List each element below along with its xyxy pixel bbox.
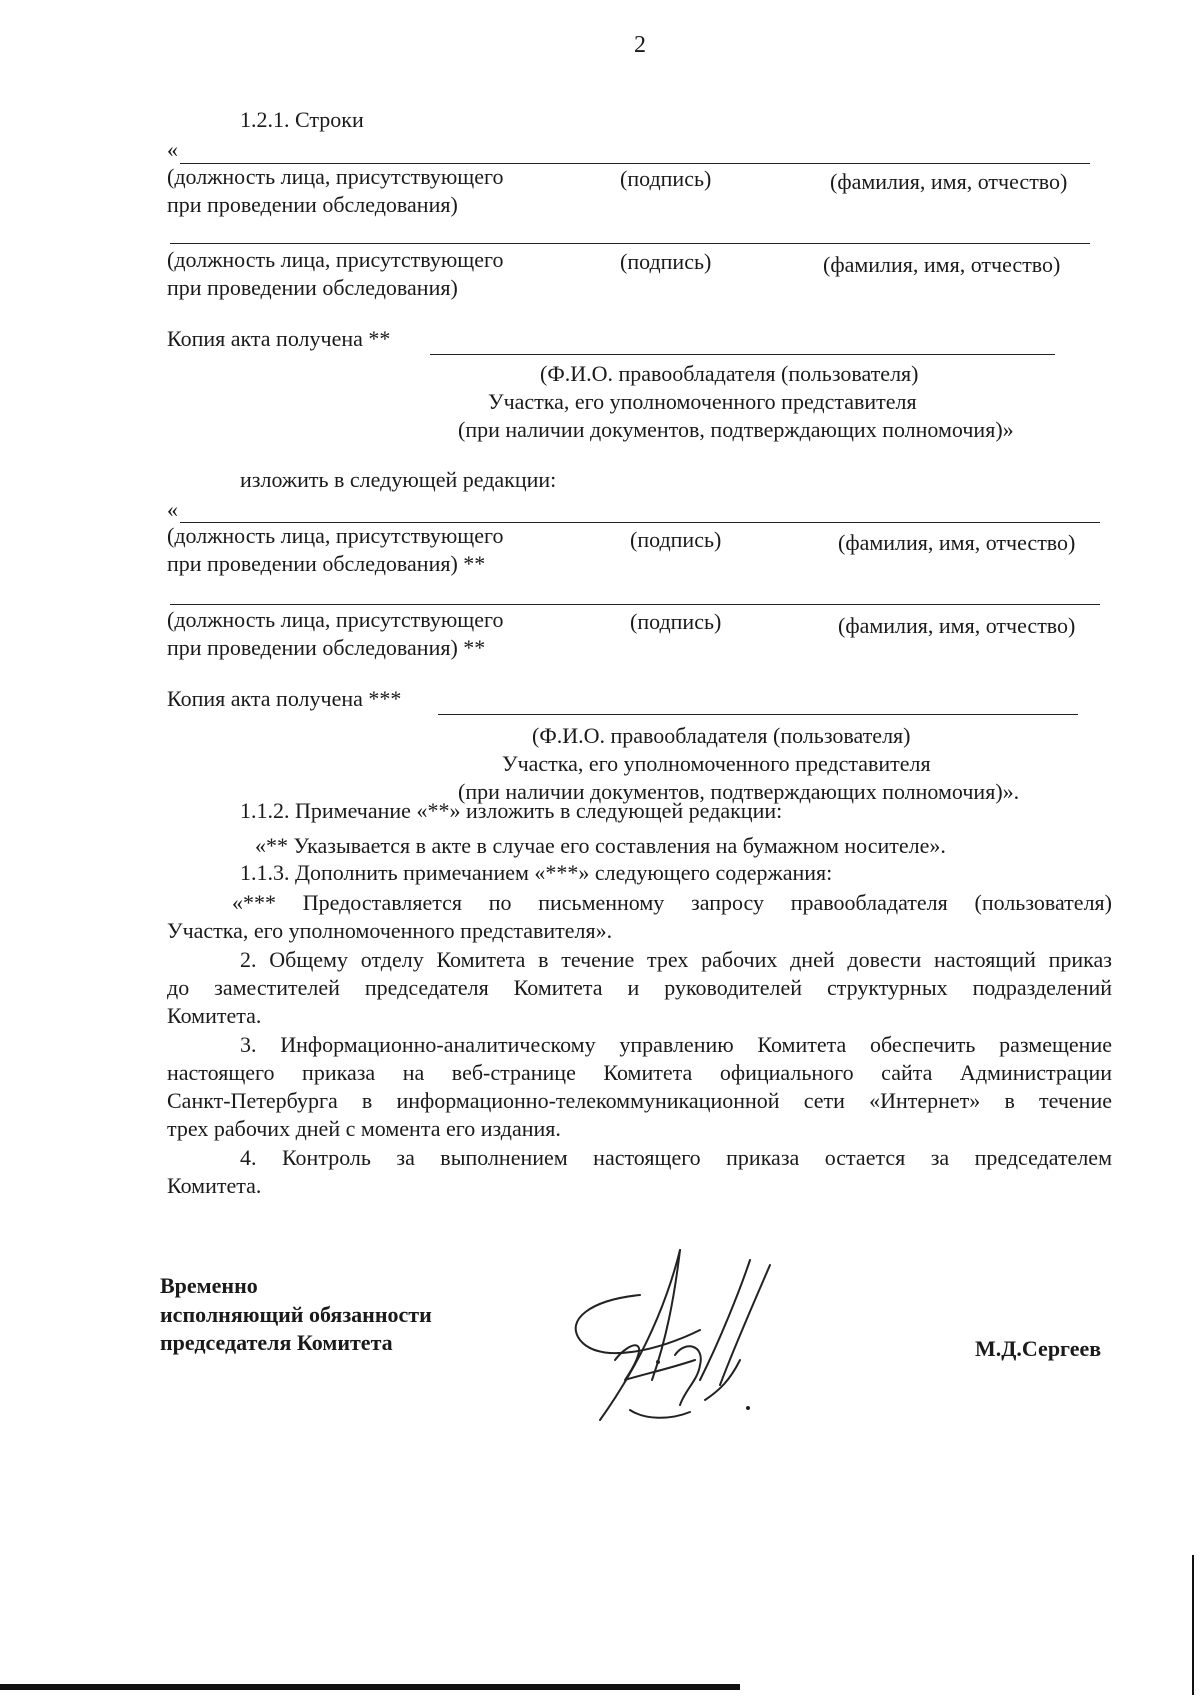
recipient-caption-line: (Ф.И.О. правообладателя (пользователя) [540,361,919,386]
recipient-line [430,354,1055,355]
paragraph-3-line: 3. Информационно-аналитическому управлению Комитета обеспечить размещение [240,1032,1112,1057]
signatory-title-line: председателя Комитета [160,1330,393,1356]
signature-caption: (подпись) [620,166,712,191]
recipient-caption-line: Участка, его уполномоченного представителя [488,389,917,414]
paragraph-1-1-3: 1.1.3. Дополнить примечанием «***» следующего содержания: [240,860,833,885]
section2-heading: изложить в следующей редакции: [240,467,557,492]
position-caption-line: (должность лица, присутствующего [167,164,504,189]
page-number: 2 [634,32,646,58]
signature-line [170,604,1100,605]
signatory-title-line: исполняющий обязанности [160,1301,432,1327]
paragraph-1-1-2: 1.1.2. Примечание «**» изложить в следующей редакции: [240,798,783,823]
section1-open-quote: « [167,137,178,162]
position-caption-line: (должность лица, присутствующего [167,523,504,548]
signature-caption: (подпись) [620,249,712,274]
paragraph-3-line: Санкт-Петербурга в информационно-телекоммуникационной сети «Интернет» в течение [167,1088,1112,1113]
paragraph-2-line: до заместителей председателя Комитета и руководителей структурных подразделений [167,975,1112,1000]
recipient-caption-line: Участка, его уполномоченного представителя [502,751,931,776]
signature-caption: (подпись) [630,609,722,634]
copy-received-label: Копия акта получена ** [167,326,391,351]
full-name-caption: (фамилия, имя, отчество) [823,252,1061,277]
paragraph-2-line: 2. Общему отделу Комитета в течение трех рабочих дней довести настоящий приказ [240,947,1112,972]
paragraph-1-1-3-quote-line: Участка, его уполномоченного представителя». [167,918,613,943]
paragraph-4-line: 4. Контроль за выполнением настоящего приказа остается за председателем [240,1145,1112,1170]
paragraph-3-line: настоящего приказа на веб-странице Комитета официального сайта Администрации [167,1060,1112,1085]
full-name-caption: (фамилия, имя, отчество) [830,169,1068,194]
scan-edge-line [1192,1555,1194,1695]
position-caption-line: при проведении обследования) [167,274,458,300]
paragraph-1-1-3-quote-line: «*** Предоставляется по письменному запросу правообладателя (пользователя) [232,890,1112,915]
signatory-name: М.Д.Сергеев [975,1336,1102,1361]
full-name-caption: (фамилия, имя, отчество) [838,613,1076,638]
handwritten-signature [570,1240,810,1430]
position-caption [167,522,503,577]
section1-heading: 1.2.1. Строки [240,107,364,132]
position-caption-line: при проведении обследования) ** [167,550,486,576]
copy-received-label: Копия акта получена *** [167,686,402,711]
paragraph-2-line: Комитета. [167,1003,262,1028]
signatory-title-line: Временно [160,1273,258,1298]
full-name-caption: (фамилия, имя, отчество) [838,530,1076,555]
scan-edge-bar [0,1684,740,1690]
signature-line [170,243,1090,244]
position-caption [167,246,503,301]
position-caption-line: при проведении обследования) [167,191,458,217]
signatory-title [160,1272,432,1358]
signature-caption: (подпись) [630,527,722,552]
recipient-caption-line: (при наличии документов, подтверждающих полномочия)» [458,417,1014,442]
position-caption [167,606,503,661]
position-caption-line: (должность лица, присутствующего [167,607,504,632]
recipient-line [438,714,1078,715]
position-caption-line: (должность лица, присутствующего [167,247,504,272]
recipient-caption-line: (Ф.И.О. правообладателя (пользователя) [532,723,911,748]
recipient-caption-line: (при наличии документов, подтверждающих полномочия)». [458,779,1020,804]
position-caption-line: при проведении обследования) ** [167,634,486,660]
paragraph-4-line: Комитета. [167,1173,262,1198]
position-caption [167,163,503,218]
section2-open-quote: « [167,497,178,522]
paragraph-1-1-2-quote: «** Указывается в акте в случае его составления на бумажном носителе». [255,833,946,858]
paragraph-3-line: трех рабочих дней с момента его издания. [167,1116,561,1141]
